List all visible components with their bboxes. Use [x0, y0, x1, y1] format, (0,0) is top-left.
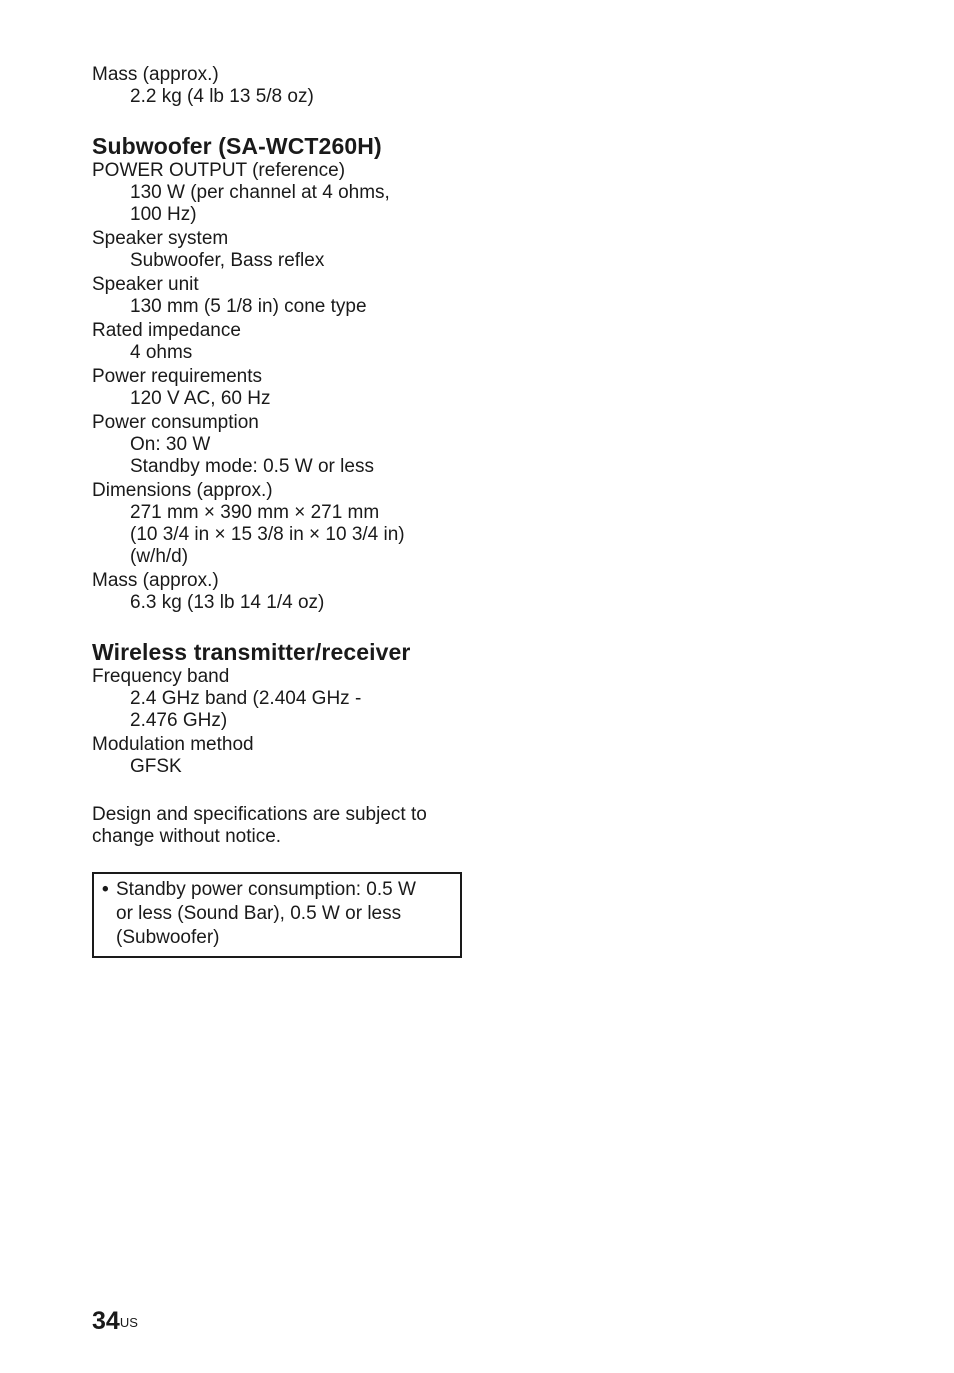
spec-column [92, 64, 472, 958]
note-line-3: (Subwoofer) [116, 927, 220, 948]
rated-impedance-label: Rated impedance [92, 320, 241, 341]
note-line-2: or less (Sound Bar), 0.5 W or less [116, 903, 402, 924]
dimensions-value-2: (10 3/4 in × 15 3/8 in × 10 3/4 in) [130, 524, 405, 545]
page-number-value: 34 [92, 1307, 120, 1335]
dimensions-label: Dimensions (approx.) [92, 480, 273, 501]
speaker-system-value: Subwoofer, Bass reflex [130, 250, 325, 271]
subwoofer-mass-value: 6.3 kg (13 lb 14 1/4 oz) [130, 592, 325, 613]
notice-line-2: change without notice. [92, 826, 282, 847]
power-consumption-value-2: Standby mode: 0.5 W or less [130, 456, 374, 477]
dimensions-value-3: (w/h/d) [130, 546, 189, 567]
notice-line-1: Design and specifications are subject to [92, 804, 427, 825]
mass-value: 2.2 kg (4 lb 13 5/8 oz) [130, 86, 314, 107]
modulation-method-value: GFSK [130, 756, 182, 777]
speaker-unit-label: Speaker unit [92, 274, 199, 295]
speaker-system-label: Speaker system [92, 228, 229, 249]
power-output-value-2: 100 Hz) [130, 204, 197, 225]
power-requirements-label: Power requirements [92, 366, 263, 387]
bullet-icon: • [102, 879, 109, 900]
page-number [92, 1306, 138, 1336]
subwoofer-heading: Subwoofer (SA-WCT260H) [92, 133, 382, 159]
frequency-band-value-2: 2.476 GHz) [130, 710, 228, 731]
wireless-heading: Wireless transmitter/receiver [92, 639, 411, 665]
note-box [92, 872, 462, 958]
subwoofer-mass-label: Mass (approx.) [92, 570, 219, 591]
note-item [102, 878, 454, 950]
note-line-1: Standby power consumption: 0.5 W [116, 879, 416, 900]
rated-impedance-value: 4 ohms [130, 342, 193, 363]
power-consumption-label: Power consumption [92, 412, 259, 433]
power-requirements-value: 120 V AC, 60 Hz [130, 388, 271, 409]
modulation-method-label: Modulation method [92, 734, 254, 755]
power-output-label: POWER OUTPUT (reference) [92, 160, 346, 181]
speaker-unit-value: 130 mm (5 1/8 in) cone type [130, 296, 367, 317]
page-region: US [119, 1315, 138, 1330]
mass-label: Mass (approx.) [92, 64, 219, 85]
note-text [116, 878, 416, 950]
frequency-band-label: Frequency band [92, 666, 230, 687]
power-output-value-1: 130 W (per channel at 4 ohms, [130, 182, 390, 203]
dimensions-value-1: 271 mm × 390 mm × 271 mm [130, 502, 380, 523]
frequency-band-value-1: 2.4 GHz band (2.404 GHz - [130, 688, 362, 709]
power-consumption-value-1: On: 30 W [130, 434, 211, 455]
